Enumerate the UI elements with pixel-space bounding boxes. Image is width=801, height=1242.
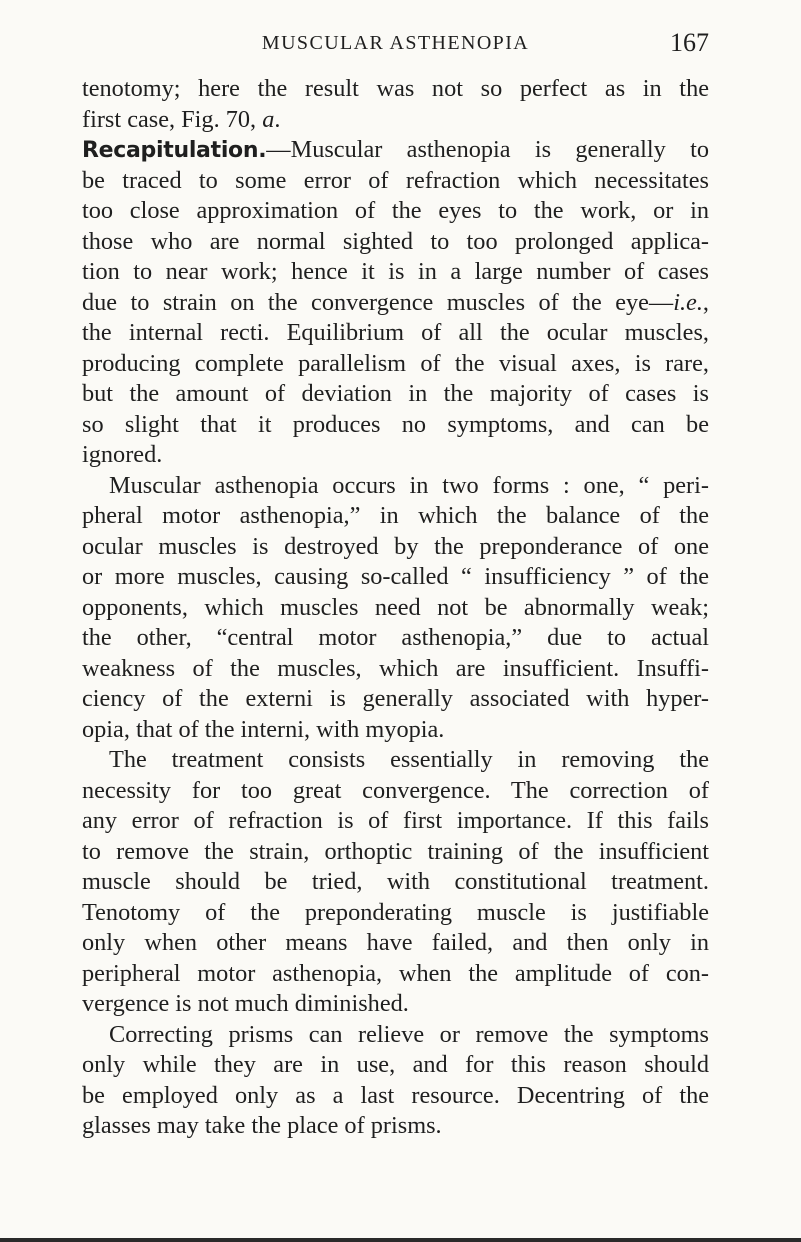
- italic-text: a: [262, 105, 275, 133]
- text-line: only while they are in use, and for this reason should: [82, 1051, 709, 1078]
- text-line: ignored.: [82, 441, 163, 468]
- text-line: [82, 135, 709, 166]
- text-segment: due to strain on the convergence muscles of the eye—: [82, 288, 674, 316]
- text-line: to remove the strain, orthoptic training of the insufficient: [82, 837, 709, 865]
- running-title: MUSCULAR ASTHENOPIA: [261, 32, 530, 54]
- paragraph: [82, 745, 709, 1020]
- text-line: ocular muscles is destroyed by the preponderance of one: [82, 532, 709, 560]
- italic-text: i.e.: [673, 288, 703, 316]
- paragraph: [82, 135, 709, 471]
- text-line: ciency of the externi is generally associated with hyper-: [82, 685, 709, 712]
- text-line: the other, “central motor asthenopia,” due to actual: [82, 624, 709, 651]
- text-line: any error of refraction is of first importance. If this fails: [82, 807, 709, 834]
- text-line: or more muscles, causing so-called “ insufficiency ” of the: [82, 563, 709, 590]
- paragraph: [82, 471, 709, 746]
- text-line: opia, that of the interni, with myopia.: [82, 715, 445, 743]
- page-number: 167: [670, 28, 709, 57]
- paragraph: [82, 1020, 709, 1142]
- text-line: too close approximation of the eyes to the work, or in: [82, 197, 709, 224]
- body-text: [82, 74, 709, 1142]
- text-line: tion to near work; hence it is in a large number of cases: [82, 258, 709, 285]
- section-heading: Recapitulation.: [82, 138, 267, 163]
- text-line: weakness of the muscles, which are insufficient. Insuffi-: [82, 654, 709, 682]
- page-bottom-edge: [0, 1238, 801, 1242]
- running-header: [82, 26, 709, 56]
- text-line: Correcting prisms can relieve or remove the symptoms: [109, 1020, 709, 1048]
- text-line: pheral motor asthenopia,” in which the balance of the: [82, 502, 709, 529]
- text-segment: .: [274, 105, 281, 133]
- text-line: Muscular asthenopia occurs in two forms : one, “ peri-: [109, 471, 709, 499]
- text-line: glasses may take the place of prisms.: [82, 1112, 442, 1139]
- text-line: only when other means have failed, and then only in: [82, 929, 709, 956]
- text-line: [82, 105, 709, 136]
- paragraph: [82, 74, 709, 135]
- text-segment: ,: [702, 288, 709, 316]
- text-segment: first case, Fig. 70,: [82, 105, 263, 133]
- text-line: tenotomy; here the result was not so perfect as in the: [82, 75, 709, 102]
- text-line: be employed only as a last resource. Decentring of the: [82, 1081, 709, 1109]
- text-line: the internal recti. Equilibrium of all the ocular muscles,: [82, 319, 709, 346]
- text-line: necessity for too great convergence. The correction of: [82, 776, 709, 804]
- text-line: vergence is not much diminished.: [82, 990, 409, 1017]
- text-segment: —Muscular asthenopia is generally to: [266, 136, 709, 163]
- text-line: peripheral motor asthenopia, when the amplitude of con-: [82, 959, 709, 987]
- text-line: be traced to some error of refraction which necessitates: [82, 166, 709, 194]
- text-line: opponents, which muscles need not be abnormally weak;: [82, 593, 709, 621]
- text-line: Tenotomy of the preponderating muscle is justifiable: [82, 898, 709, 926]
- text-line: but the amount of deviation in the majority of cases is: [82, 380, 709, 407]
- text-line: muscle should be tried, with constitutional treatment.: [82, 868, 709, 895]
- text-line: producing complete parallelism of the visual axes, is rare,: [82, 349, 709, 377]
- text-line: The treatment consists essentially in removing the: [109, 746, 709, 773]
- text-line: [82, 288, 709, 319]
- text-line: so slight that it produces no symptoms, and can be: [82, 410, 709, 438]
- text-line: those who are normal sighted to too prolonged applica-: [82, 227, 709, 255]
